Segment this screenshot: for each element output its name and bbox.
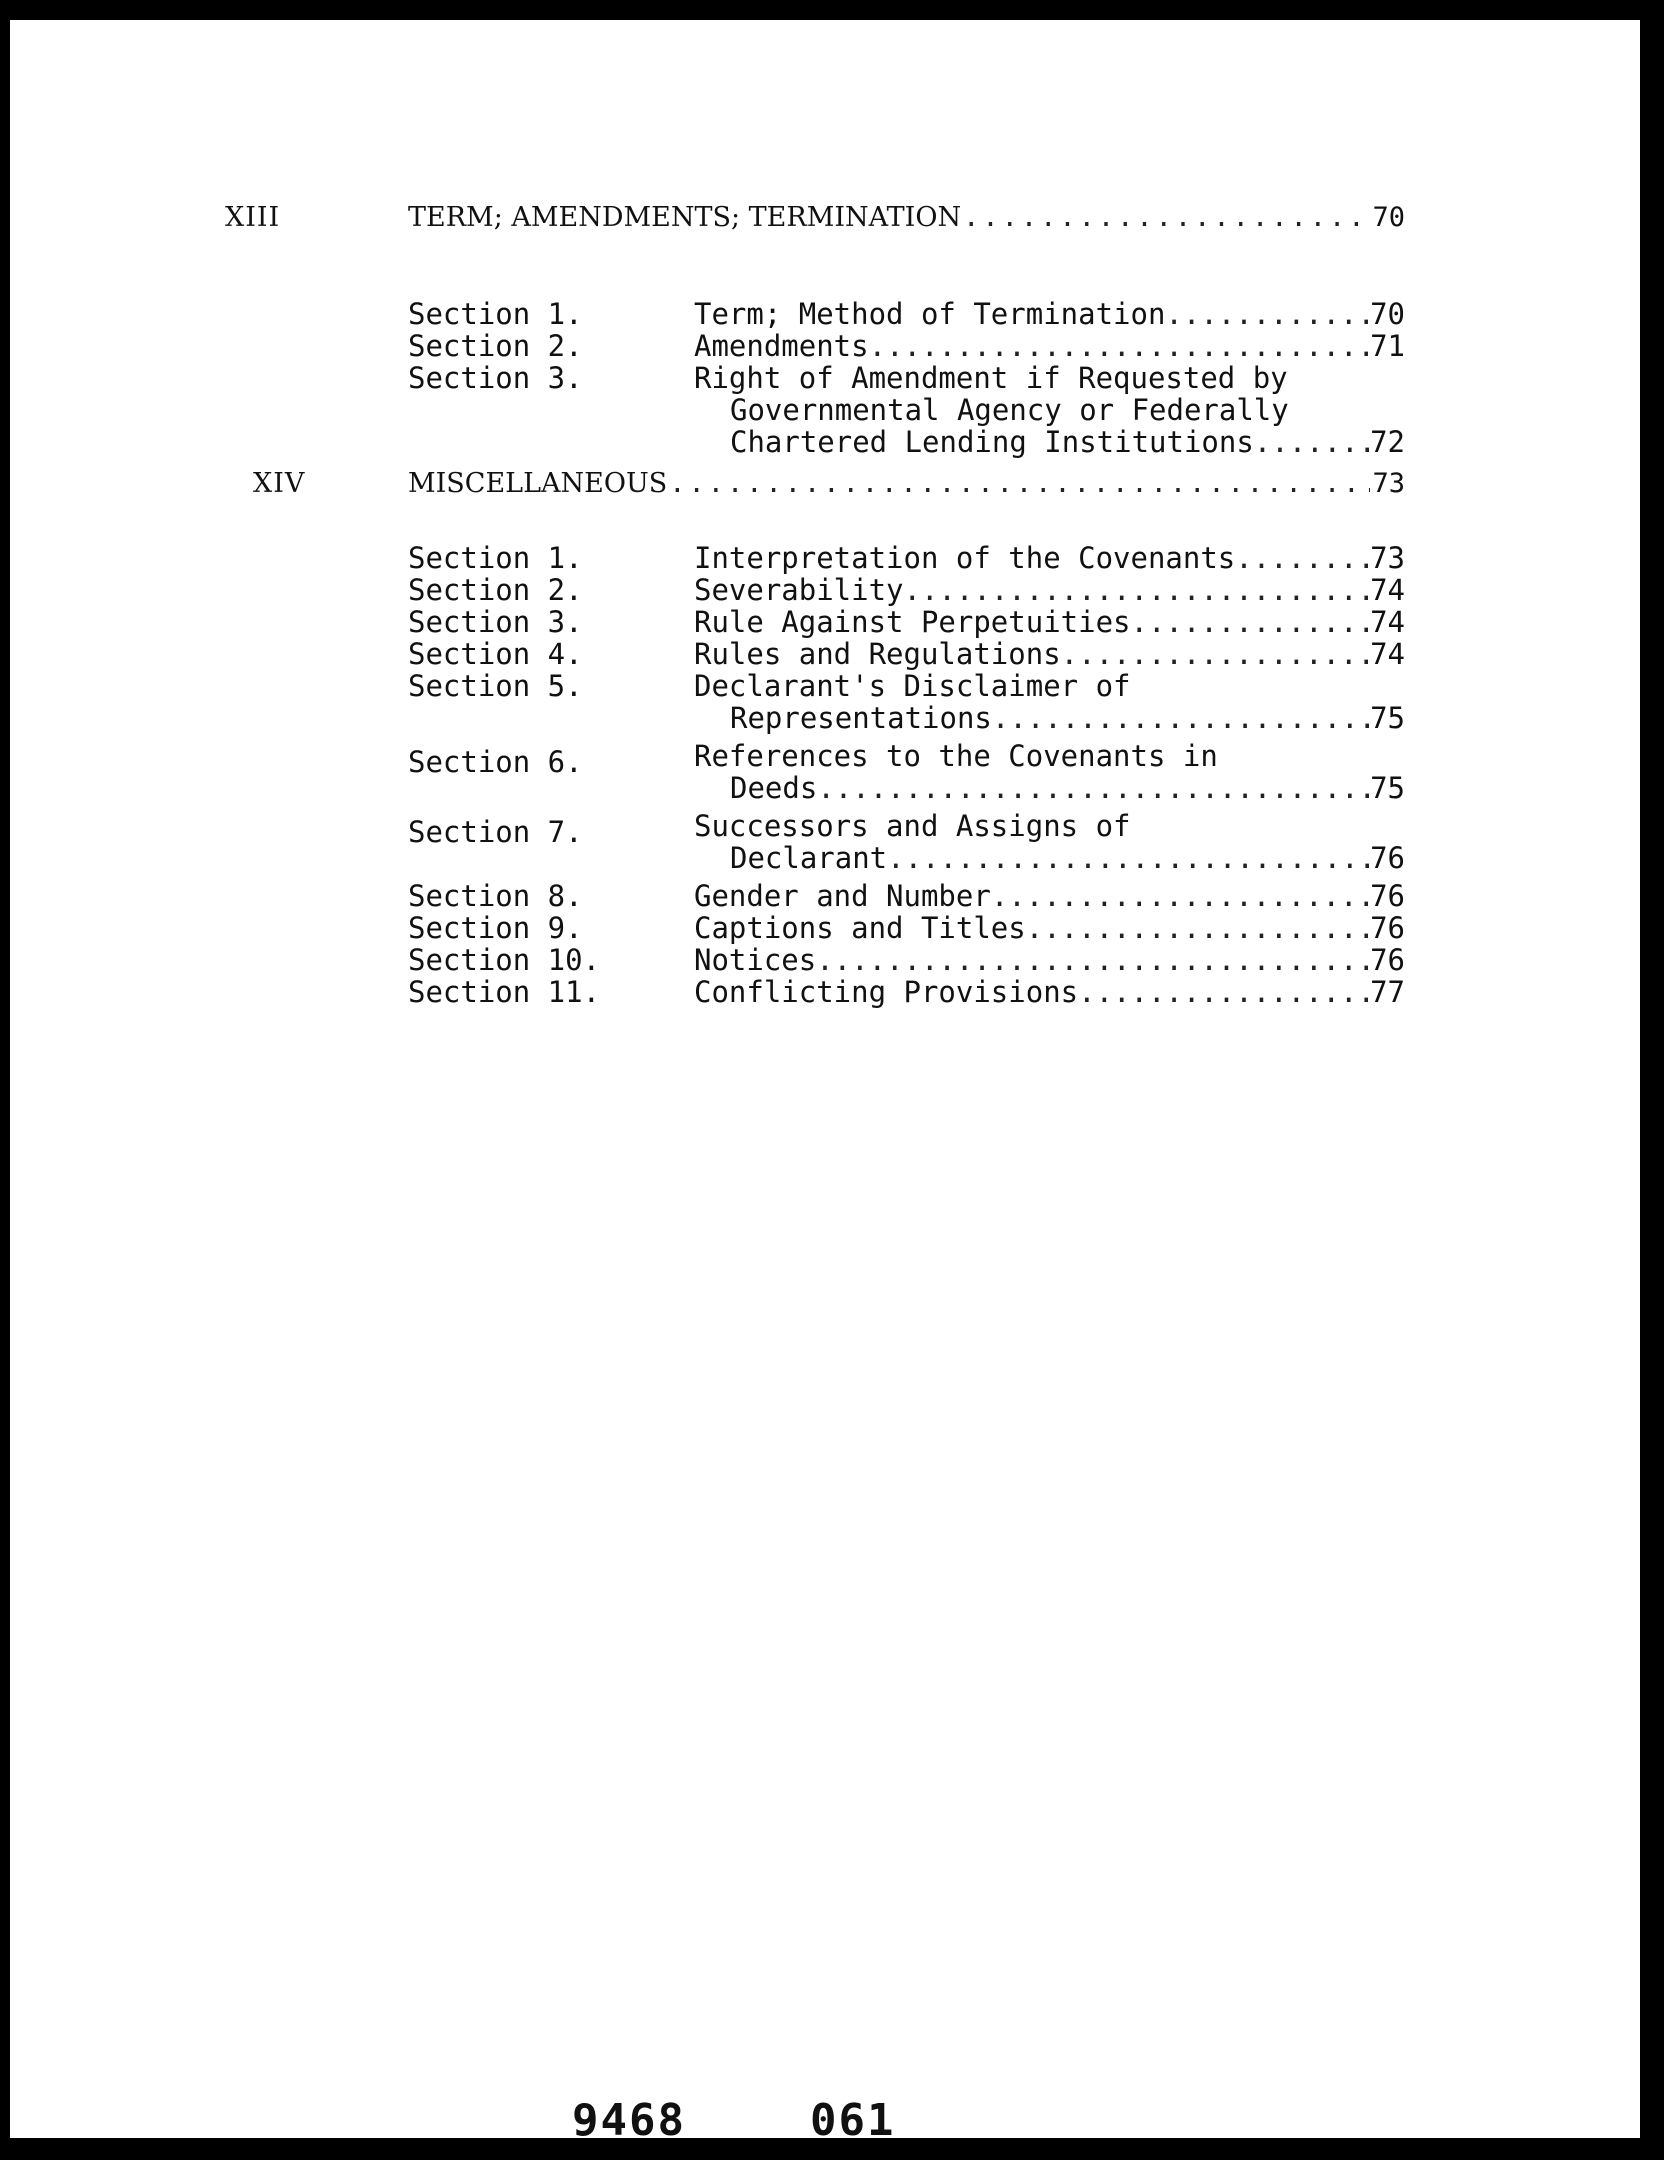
section-body (694, 298, 1405, 330)
entry-line (694, 426, 1405, 458)
section-body (694, 912, 1405, 944)
section-title: Amendments (694, 329, 869, 363)
section-title: Term; Method of Termination (694, 297, 1166, 331)
dot-leader (1254, 426, 1370, 458)
entry-line (694, 772, 1405, 804)
section-body (694, 574, 1405, 606)
dot-leader (963, 202, 1370, 233)
section-title: Notices (694, 943, 817, 977)
section-entry (408, 880, 1405, 912)
section-body (694, 810, 1405, 874)
dot-leader (1061, 638, 1370, 670)
section-title: Right of Amendment if Requested by (694, 361, 1288, 395)
dot-leader (887, 842, 1370, 874)
entry-line (694, 574, 1405, 606)
section-title: Rules and Regulations (694, 637, 1061, 671)
section-page-number: 77 (1370, 975, 1405, 1009)
section-body (694, 362, 1405, 458)
document-number-right: 061 (810, 2095, 896, 2146)
section-entry (408, 606, 1405, 638)
section-entry (408, 670, 1405, 734)
section-entry (408, 298, 1405, 330)
section-title-continuation: Representations (730, 701, 992, 735)
section-entry (408, 944, 1405, 976)
article-numeral: XIII (225, 202, 281, 233)
section-page-number: 71 (1370, 329, 1405, 363)
article-title: MISCELLANEOUS (408, 468, 668, 499)
section-page-number: 70 (1370, 297, 1405, 331)
section-title-continuation: Governmental Agency or Federally (730, 393, 1289, 427)
section-title-continuation: Chartered Lending Institutions (730, 425, 1254, 459)
section-entry (408, 740, 1405, 804)
section-entry (408, 976, 1405, 1008)
section-label: Section 9. (408, 911, 583, 945)
document-page (10, 20, 1640, 2146)
dot-leader (992, 702, 1370, 734)
section-body (694, 976, 1405, 1008)
section-body (694, 606, 1405, 638)
article-heading (408, 468, 1405, 499)
entry-line (694, 542, 1405, 574)
section-label: Section 11. (408, 975, 601, 1009)
section-body (694, 638, 1405, 670)
dot-leader (869, 330, 1370, 362)
section-title: References to the Covenants in (694, 739, 1218, 773)
dot-leader (1165, 298, 1370, 330)
entry-line (694, 912, 1405, 944)
section-entry (408, 912, 1405, 944)
section-entry (408, 638, 1405, 670)
section-body (694, 330, 1405, 362)
section-page-number: 74 (1370, 573, 1405, 607)
section-page-number: 75 (1370, 701, 1405, 735)
section-body (694, 944, 1405, 976)
section-label: Section 3. (408, 361, 583, 395)
article-title: TERM; AMENDMENTS; TERMINATION (408, 202, 962, 233)
section-label: Section 4. (408, 637, 583, 671)
section-label: Section 2. (408, 329, 583, 363)
section-title: Conflicting Provisions (694, 975, 1079, 1009)
section-page-number: 74 (1370, 605, 1405, 639)
dot-leader (669, 468, 1370, 499)
entry-line (694, 880, 1405, 912)
section-page-number: 73 (1370, 541, 1405, 575)
section-title: Rule Against Perpetuities (694, 605, 1131, 639)
section-label: Section 10. (408, 943, 601, 977)
dot-leader (817, 772, 1370, 804)
section-title: Captions and Titles (694, 911, 1026, 945)
entry-line (694, 298, 1405, 330)
dot-leader (816, 944, 1370, 976)
entry-line (694, 702, 1405, 734)
section-page-number: 75 (1370, 771, 1405, 805)
section-page-number: 76 (1370, 943, 1405, 977)
section-entry (408, 542, 1405, 574)
article-page-number: 70 (1372, 202, 1405, 233)
section-entry (408, 810, 1405, 874)
section-title: Interpretation of the Covenants (694, 541, 1236, 575)
section-entry (408, 362, 1405, 458)
section-page-number: 76 (1370, 841, 1405, 875)
section-label: Section 8. (408, 879, 583, 913)
section-label: Section 3. (408, 605, 583, 639)
section-page-number: 76 (1370, 911, 1405, 945)
dot-leader (1078, 976, 1370, 1008)
section-label: Section 1. (408, 297, 583, 331)
section-body (694, 880, 1405, 912)
section-entry (408, 330, 1405, 362)
section-title: Successors and Assigns of (694, 809, 1131, 843)
section-label: Section 1. (408, 541, 583, 575)
entry-line (694, 330, 1405, 362)
entry-line (694, 842, 1405, 874)
section-list (408, 542, 1405, 1008)
entry-line (694, 606, 1405, 638)
section-title: Declarant's Disclaimer of (694, 669, 1131, 703)
section-body (694, 670, 1405, 734)
article-numeral: XIV (253, 468, 306, 499)
section-entry (408, 574, 1405, 606)
entry-line (694, 976, 1405, 1008)
section-label: Section 6. (408, 745, 583, 779)
dot-leader (991, 880, 1370, 912)
section-title: Gender and Number (694, 879, 991, 913)
dot-leader (904, 574, 1371, 606)
section-body (694, 542, 1405, 574)
entry-line (694, 944, 1405, 976)
dot-leader (1131, 606, 1371, 638)
section-body (694, 740, 1405, 804)
article-page-number: 73 (1372, 468, 1405, 499)
section-title-continuation: Declarant (730, 841, 888, 875)
dot-leader (1026, 912, 1370, 944)
document-number-left: 9468 (572, 2095, 686, 2146)
article-heading (408, 202, 1405, 233)
section-label: Section 7. (408, 815, 583, 849)
section-title-continuation: Deeds (730, 771, 818, 805)
section-title: Severability (694, 573, 904, 607)
dot-leader (1235, 542, 1370, 574)
section-list (408, 298, 1405, 458)
section-page-number: 76 (1370, 879, 1405, 913)
section-label: Section 2. (408, 573, 583, 607)
section-page-number: 74 (1370, 637, 1405, 671)
section-label: Section 5. (408, 669, 583, 703)
entry-line (694, 638, 1405, 670)
section-page-number: 72 (1370, 425, 1405, 459)
